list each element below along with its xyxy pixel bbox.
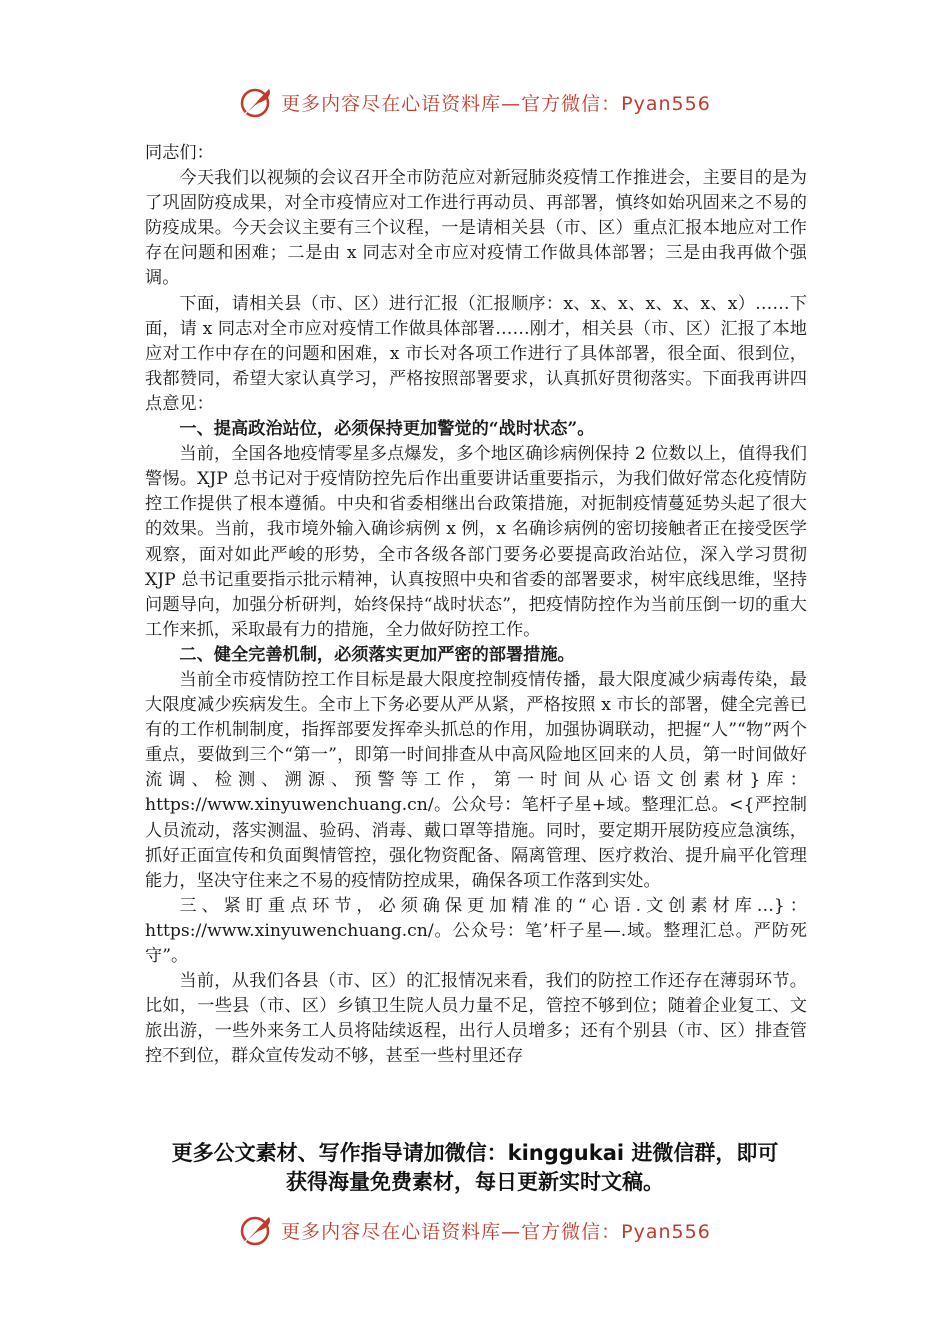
promo-footer-note	[110, 1139, 840, 1197]
promo-line-1: 更多公文素材、写作指导请加微信：kinggukai 进微信群，即可	[171, 1141, 779, 1165]
document-body	[145, 141, 807, 1069]
paragraph-reports: 下面，请相关县（市、区）进行汇报（汇报顺序：x、x、x、x、x、x、x）……下面，请 x 同志对全市应对疫情工作做具体部署……刚才，相关县（市、区）汇报了本地应对工作中存在的问题和困难，x 市长对各项工作进行了具体部署，很全面、很到位，我都赞同，希望大家认真学习，严格按照部署要求，认真抓好贯彻落实。下面我再讲四点意见：	[145, 293, 807, 414]
banner-text: 更多内容尽在心语资料库—官方微信：Pyan556	[281, 92, 711, 115]
quill-logo-icon	[239, 84, 275, 120]
section-body-3: 当前，从我们各县（市、区）的汇报情况来看，我们的防控工作还存在薄弱环节。比如，一些县（市、区）乡镇卫生院人员力量不足，管控不够到位；随着企业复工、文旅出游，一些外来务工人员将陆续返程，出行人员增多；还有个别县（市、区）排查管控不到位，群众宣传发动不够，甚至一些村里还存	[145, 971, 807, 1067]
salutation: 同志们：	[145, 143, 214, 163]
section-heading-1: 一、提高政治站位，必须保持更加警觉的“战时状态”。	[179, 419, 595, 440]
paragraph-intro: 今天我们以视频的会议召开全市防范应对新冠肺炎疫情工作推进会，主要目的是为了巩固防疫成果，对全市疫情应对工作进行再动员、再部署，慎终如始巩固来之不易的防疫成果。今天会议主要有三个议程，一是请相关县（市、区）重点汇报本地应对工作存在问题和困难；二是由 x 同志对全市应对疫情工作做具体部署；三是由我再做个强调。	[145, 168, 807, 289]
section-heading-2: 二、健全完善机制，必须落实更加严密的部署措施。	[179, 644, 575, 665]
section-body-1: 当前，全国各地疫情零星多点爆发，多个地区确诊病例保持 2 位数以上，值得我们警惕。XJP 总书记对于疫情防控先后作出重要讲话重要指示，为我们做好常态化疫情防控工作提供了根本遵循。中央和省委相继出台政策措施，对扼制疫情蔓延势头起了很大的效果。当前，我市境外输入确诊病例 x 例，x 名确诊病例的密切接触者正在接受医学观察，面对如此严峻的形势，全市各级各部门要务必要提高政治站位，深入学习贯彻 XJP 总书记重要指示批示精神，认真按照中央和省委的部署要求，树牢底线思维，坚持问题导向，加强分析研判，始终保持“战时状态”，把疫情防控作为当前压倒一切的重大工作来抓，采取最有力的措施，全力做好防控工作。	[145, 444, 807, 640]
promo-line-2: 获得海量免费素材，每日更新实时文稿。	[286, 1170, 664, 1194]
quill-logo-icon	[239, 1212, 275, 1248]
section-body-2: 当前全市疫情防控工作目标是最大限度控制疫情传播，最大限度减少病毒传染，最大限度减少疾病发生。全市上下务必要从严从紧，严格按照 x 市长的部署，健全完善已有的工作机制制度，指挥部要发挥牵头抓总的作用，加强协调联动，把握“人”“物”两个重点，要做到三个“第一”，即第一时间排查从中高风险地区回来的人员，第一时间做好流调、检测、溯源、预警等工作，第一时间从心语文创素材}库：https://www.xinyuwenchuang.cn/。公众号：笔杆子星+域。整理汇总。<{严控制人员流动，落实测温、验码、消毒、戴口罩等措施。同时，要定期开展防疫应急演练，抓好正面宣传和负面舆情管控，强化物资配备、隔离管理、医疗救治、提升扁平化管理能力，坚决守住来之不易的疫情防控成果，确保各项工作落到实处。	[145, 669, 807, 891]
section-heading-3: 三、紧盯重点环节，必须确保更加精准的“心语.文创素材库…}：https://www.xinyuwenchuang.cn/。公众号：笔’杆子星—.域。整理汇总。严防死守”。	[145, 895, 807, 966]
footer-banner	[0, 1208, 950, 1252]
header-banner	[0, 80, 950, 124]
banner-text: 更多内容尽在心语资料库—官方微信：Pyan556	[281, 1220, 711, 1243]
